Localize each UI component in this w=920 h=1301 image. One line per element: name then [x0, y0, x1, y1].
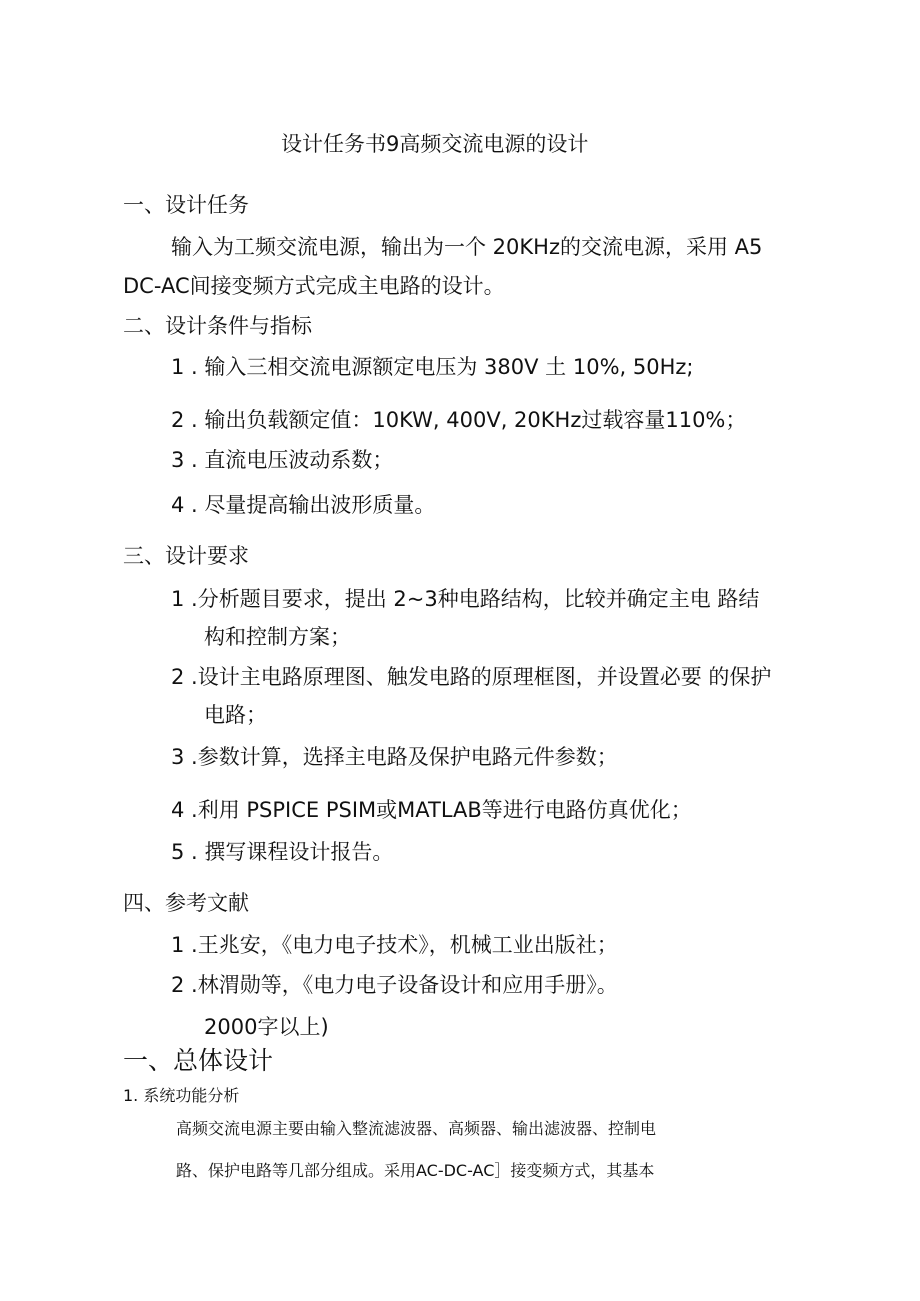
- reference-item: 1 .王兆安，《电力电子技术》，机械工业出版社；: [171, 933, 618, 957]
- section-heading-conditions: 二、设计条件与指标: [123, 314, 312, 338]
- overall-body-line: 高频交流电源主要由输入整流滤波器、高频器、输出滤波器、控制电: [176, 1119, 657, 1138]
- condition-item: 2 . 输出负载额定值：10KW, 400V, 20KHz过载容量110%；: [171, 408, 747, 432]
- requirement-item: 5 . 撰写课程设计报告。: [171, 840, 394, 864]
- condition-item: 3 . 直流电压波动系数；: [171, 448, 394, 472]
- requirement-item-continued: 电路；: [204, 703, 267, 727]
- condition-item: 1 . 输入三相交流电源额定电压为 380V 土 10%, 50Hz;: [171, 355, 694, 379]
- requirement-item: 4 .利用 PSPICE PSIM或MATLAB等进行电路仿真优化；: [171, 798, 692, 822]
- section-heading-task: 一、设计任务: [123, 193, 249, 217]
- section-heading-overall: 一、总体设计: [123, 1046, 274, 1075]
- condition-item: 4 . 尽量提高输出波形质量。: [171, 493, 436, 517]
- section-heading-requirements: 三、设计要求: [123, 544, 249, 568]
- reference-item: 2 .林渭勋等，《电力电子设备设计和应用手册》。: [171, 973, 618, 997]
- section-heading-references: 四、参考文献: [123, 891, 249, 915]
- overall-body-line: 路、保护电路等几部分组成。采用AC-DC-AC］接变频方式，其基本: [176, 1161, 655, 1180]
- requirement-item: 3 .参数计算，选择主电路及保护电路元件参数；: [171, 745, 618, 769]
- sub-heading-function-analysis: 1. 系统功能分析: [123, 1086, 240, 1105]
- requirement-item: 1 .分析题目要求，提出 2~3种电路结构，比较并确定主电 路结: [171, 587, 760, 611]
- task-body-line: 输入为工频交流电源，输出为一个 20KHz的交流电源，采用 A5: [171, 235, 763, 259]
- requirement-item-continued: 构和控制方案；: [204, 625, 351, 649]
- requirement-item: 2 .设计主电路原理图、触发电路的原理框图，并设置必要 的保护: [171, 665, 772, 689]
- document-title: 设计任务书9高频交流电源的设计: [281, 132, 589, 156]
- task-body-line: DC-AC间接变频方式完成主电路的设计。: [123, 274, 505, 298]
- reference-note: 2000字以上): [204, 1015, 329, 1039]
